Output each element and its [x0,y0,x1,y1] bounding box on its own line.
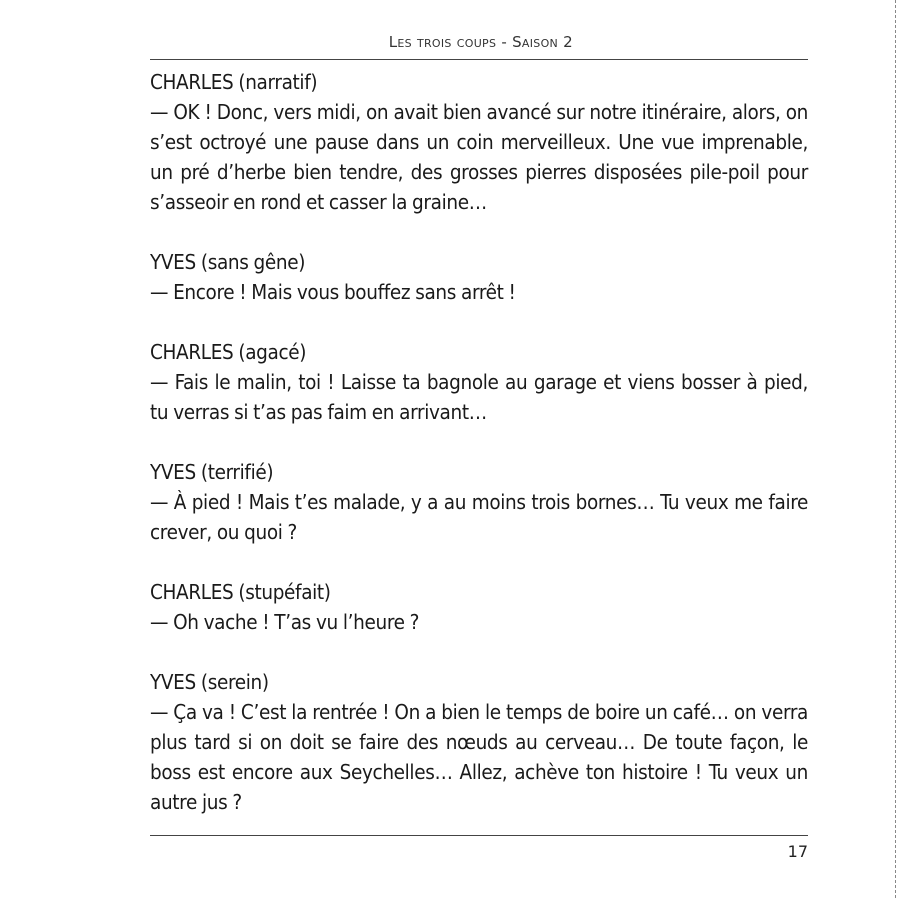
speaker-label: CHARLES (narratif) [150,70,318,94]
speaker-label: YVES (serein) [150,670,269,694]
speech-block [150,337,808,427]
speaker-label: YVES (sans gêne) [150,250,306,274]
speech-text: — Oh vache ! T’as vu l’heure ? [150,610,420,634]
header-rule [150,59,808,60]
speaker-label: CHARLES (agacé) [150,340,307,364]
speech-text: — Fais le malin, toi ! Laisse ta bagnole au garage et viens bosser à pied, tu verras si t’as pas faim en arrivant… [150,370,808,424]
speaker-label: CHARLES (stupéfait) [150,580,331,604]
speech-text: — À pied ! Mais t’es malade, y a au moins trois bornes… Tu veux me faire crever, ou quoi ? [150,490,808,544]
running-head [150,30,808,54]
speech-block [150,67,808,217]
speech-text: — OK ! Donc, vers midi, on avait bien avancé sur notre itinéraire, alors, on s’est octroyé une pause dans un coin merveilleux. Une vue imprenable, un pré d’herbe bien tendre, des grosses pierres disposées pile-poil pour s’asseoir en rond et casser la graine… [150,100,808,214]
speech-block [150,577,808,637]
speech-text: — Ça va ! C’est la rentrée ! On a bien le temps de boire un café… on verra plus tard si on doit se faire des nœuds au cerveau… De toute façon, le boss est encore aux Seychelles… Allez, achève ton histoire ! Tu veux un autre jus ? [150,700,808,814]
speech-block [150,667,808,817]
speaker-label: YVES (terrifié) [150,460,274,484]
dialogue-body [150,67,808,817]
page-number: 17 [787,842,808,861]
speech-block [150,457,808,547]
speech-text: — Encore ! Mais vous bouffez sans arrêt ! [150,280,516,304]
speech-block [150,247,808,307]
running-head-title: Les trois coups - Saison 2 [388,33,573,51]
footer-rule [150,835,808,836]
